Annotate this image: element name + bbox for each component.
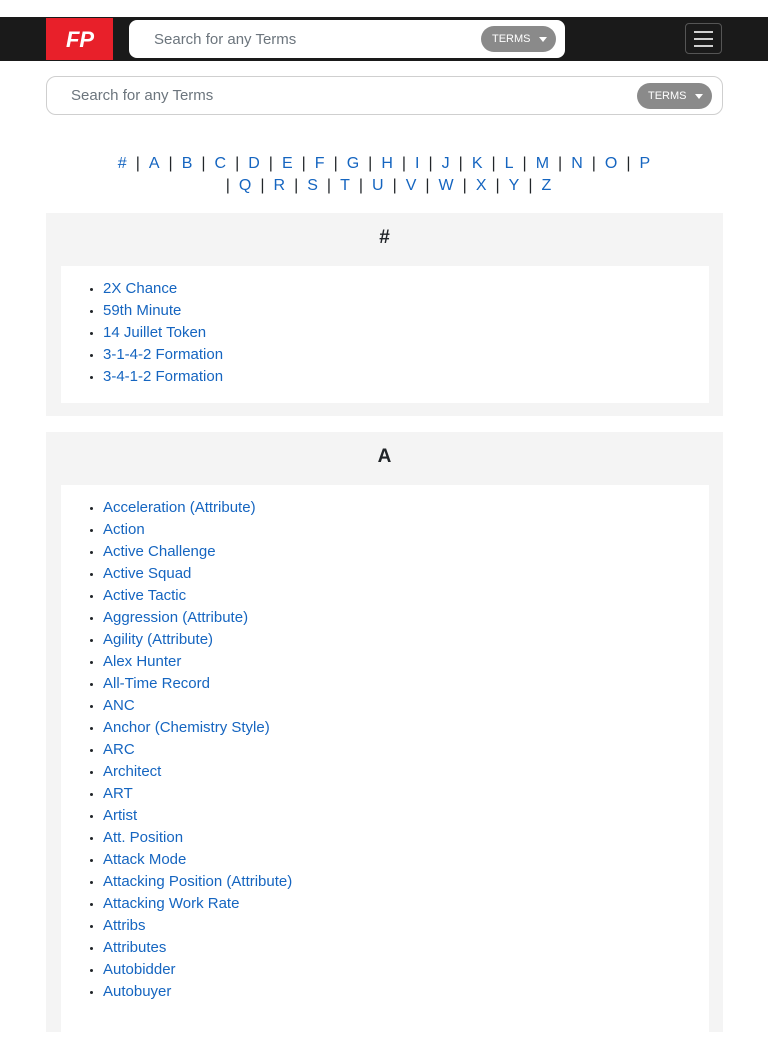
alphabet-separator: | <box>294 177 299 194</box>
list-item <box>103 366 709 388</box>
list-item <box>103 541 709 563</box>
list-item <box>103 893 709 915</box>
list-item <box>103 497 709 519</box>
term-link[interactable]: ARC <box>103 741 135 758</box>
letter-link-q[interactable]: Q <box>238 177 252 194</box>
navbar <box>0 17 768 61</box>
letter-link-hash[interactable]: # <box>117 155 127 172</box>
list-item <box>103 761 709 783</box>
main-search-box <box>46 76 723 115</box>
alphabet-row <box>40 175 728 197</box>
alphabet-separator: | <box>458 155 463 172</box>
alphabet-separator: | <box>495 177 500 194</box>
section-heading: A <box>377 446 392 467</box>
alphabet-separator: | <box>358 177 363 194</box>
alphabet-separator: | <box>462 177 467 194</box>
list-item <box>103 717 709 739</box>
letter-link-g[interactable]: G <box>346 155 360 172</box>
term-link[interactable]: Active Challenge <box>103 543 216 560</box>
main-terms-dropdown-button[interactable] <box>637 83 712 109</box>
term-link[interactable]: Autobidder <box>103 961 176 978</box>
term-link[interactable]: Action <box>103 521 145 538</box>
svg-text:FP: FP <box>65 28 94 50</box>
list-item <box>103 519 709 541</box>
letter-link-k[interactable]: K <box>471 155 483 172</box>
letter-link-w[interactable]: W <box>438 177 454 194</box>
term-link[interactable]: Artist <box>103 807 138 824</box>
list-item <box>103 739 709 761</box>
letter-link-l[interactable]: L <box>504 155 514 172</box>
alphabet-separator: | <box>591 155 596 172</box>
alphabet-separator: | <box>268 155 273 172</box>
term-link[interactable]: Acceleration (Attribute) <box>103 499 256 516</box>
list-item <box>103 651 709 673</box>
list-item <box>103 871 709 893</box>
letter-link-z[interactable]: Z <box>541 177 552 194</box>
alphabet-separator: | <box>225 177 230 194</box>
alphabet-separator: | <box>235 155 240 172</box>
letter-link-t[interactable]: T <box>340 177 350 194</box>
section-terms-panel <box>61 485 709 1045</box>
alphabet-separator: | <box>135 155 140 172</box>
alphabet-separator: | <box>522 155 527 172</box>
hamburger-line <box>694 45 713 47</box>
alphabet-nav <box>40 153 728 197</box>
alphabet-separator: | <box>392 177 397 194</box>
list-item <box>103 629 709 651</box>
alphabet-separator: | <box>301 155 306 172</box>
letter-link-r[interactable]: R <box>273 177 286 194</box>
term-link[interactable]: Anchor (Chemistry Style) <box>103 719 270 736</box>
list-item <box>103 344 709 366</box>
term-link[interactable]: 3-4-1-2 Formation <box>103 368 224 385</box>
navbar-terms-dropdown-button[interactable] <box>481 26 556 52</box>
term-link[interactable]: Attacking Position (Attribute) <box>103 873 293 890</box>
term-link[interactable]: Active Tactic <box>103 587 187 604</box>
term-link[interactable]: 14 Juillet Token <box>103 324 207 341</box>
alphabet-separator: | <box>425 177 430 194</box>
term-link[interactable]: 3-1-4-2 Formation <box>103 346 224 363</box>
list-item <box>103 981 709 1003</box>
letter-link-v[interactable]: V <box>405 177 417 194</box>
alphabet-separator: | <box>558 155 563 172</box>
alphabet-separator: | <box>626 155 631 172</box>
caret-down-icon <box>539 37 547 42</box>
list-item <box>103 563 709 585</box>
list-item <box>103 585 709 607</box>
main-search-input[interactable] <box>71 77 631 114</box>
list-item <box>103 300 709 322</box>
main-terms-label: TERMS <box>648 90 687 102</box>
letter-link-m[interactable]: M <box>535 155 550 172</box>
list-item <box>103 322 709 344</box>
term-link[interactable]: Attributes <box>103 939 167 956</box>
term-link[interactable]: Attack Mode <box>103 851 187 868</box>
term-link[interactable]: Architect <box>103 763 162 780</box>
section-hash <box>46 213 723 416</box>
letter-link-a[interactable]: A <box>148 155 160 172</box>
list-item <box>103 607 709 629</box>
alphabet-separator: | <box>201 155 206 172</box>
letter-link-x[interactable]: X <box>475 177 487 194</box>
alphabet-separator: | <box>491 155 496 172</box>
term-link[interactable]: 59th Minute <box>103 302 182 319</box>
term-link[interactable]: Attacking Work Rate <box>103 895 240 912</box>
alphabet-separator: | <box>368 155 373 172</box>
letter-link-h[interactable]: H <box>381 155 393 172</box>
term-link[interactable]: Agility (Attribute) <box>103 631 214 648</box>
term-link[interactable]: All-Time Record <box>103 675 210 692</box>
caret-down-icon <box>695 94 703 99</box>
letter-link-e[interactable]: E <box>281 155 293 172</box>
alphabet-separator: | <box>326 177 332 194</box>
terms-list <box>61 278 709 388</box>
term-link[interactable]: Attribs <box>103 917 146 934</box>
alphabet-separator: | <box>333 155 338 172</box>
alphabet-separator: | <box>401 155 407 172</box>
term-link[interactable]: Active Squad <box>103 565 192 582</box>
list-item <box>103 937 709 959</box>
list-item <box>103 278 709 300</box>
hamburger-line <box>694 31 713 33</box>
alphabet-separator: | <box>528 177 533 194</box>
navbar-search-box <box>129 20 565 58</box>
terms-list <box>61 497 709 1003</box>
section-heading: # <box>379 227 390 248</box>
letter-link-y[interactable]: Y <box>508 177 520 194</box>
term-link[interactable]: ART <box>103 785 133 802</box>
alphabet-separator: | <box>428 155 433 172</box>
futbin-logo[interactable] <box>46 18 113 60</box>
letter-link-f[interactable]: F <box>314 155 325 172</box>
term-link[interactable]: 2X Chance <box>103 280 178 297</box>
navbar-search-input[interactable] <box>154 20 474 58</box>
list-item <box>103 695 709 717</box>
letter-link-o[interactable]: O <box>604 155 618 172</box>
list-item <box>103 849 709 871</box>
letter-link-d[interactable]: D <box>248 155 260 172</box>
letter-link-u[interactable]: U <box>372 177 384 194</box>
list-item <box>103 959 709 981</box>
term-link[interactable]: Aggression (Attribute) <box>103 609 249 626</box>
letter-link-i[interactable]: I <box>415 155 420 172</box>
navbar-terms-label: TERMS <box>492 33 531 45</box>
letter-link-j[interactable]: J <box>441 155 450 172</box>
list-item <box>103 783 709 805</box>
letter-link-b[interactable]: B <box>181 155 193 172</box>
logo-icon <box>54 28 106 50</box>
letter-link-s[interactable]: S <box>307 177 318 194</box>
term-link[interactable]: Autobuyer <box>103 983 172 1000</box>
term-link[interactable]: Att. Position <box>103 829 184 846</box>
term-link[interactable]: Alex Hunter <box>103 653 182 670</box>
list-item <box>103 805 709 827</box>
list-item <box>103 915 709 937</box>
hamburger-line <box>694 38 713 40</box>
letter-link-n[interactable]: N <box>571 155 583 172</box>
alphabet-separator: | <box>168 155 173 172</box>
section-a <box>46 432 723 1032</box>
alphabet-row <box>40 153 728 175</box>
letter-link-p[interactable]: P <box>639 155 651 172</box>
section-terms-panel <box>61 266 709 403</box>
alphabet-separator: | <box>260 177 265 194</box>
term-link[interactable]: ANC <box>103 697 135 714</box>
menu-toggle-button[interactable] <box>685 23 722 54</box>
list-item <box>103 673 709 695</box>
list-item <box>103 827 709 849</box>
letter-link-c[interactable]: C <box>214 155 227 172</box>
